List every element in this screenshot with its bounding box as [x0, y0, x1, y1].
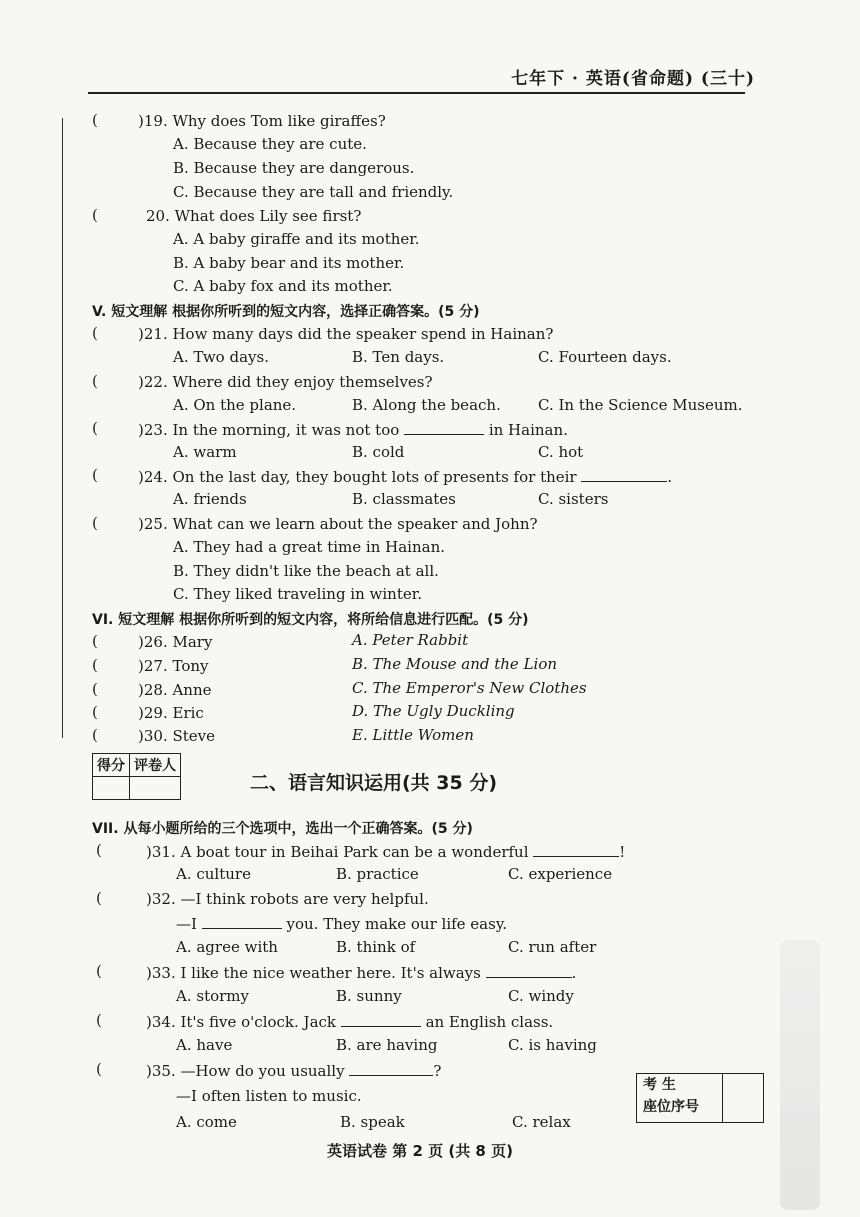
- question-33-text: )33. I like the nice weather here. It's always: [146, 964, 481, 982]
- question-35-text: )35. —How do you usually: [146, 1062, 345, 1080]
- match-right-e: E. Little Women: [352, 726, 474, 744]
- q35-option-a: A. come: [176, 1113, 237, 1131]
- question-32-reply-a: —I: [176, 915, 197, 933]
- part-2-title: 二、语言知识运用(共 35 分): [250, 772, 498, 794]
- q22-option-c: C. In the Science Museum.: [538, 396, 743, 414]
- match-left-30: )30. Steve: [138, 727, 216, 745]
- q34-option-b: B. are having: [336, 1036, 438, 1054]
- q24-option-a: A. friends: [173, 490, 247, 508]
- question-31-tail: !: [619, 843, 626, 861]
- answer-blank[interactable]: [533, 842, 619, 857]
- answer-blank[interactable]: [202, 914, 282, 929]
- match-left-27: )27. Tony: [138, 657, 209, 675]
- score-table: [92, 753, 181, 800]
- question-32-reply: [176, 914, 507, 933]
- answer-paren: (: [92, 703, 98, 721]
- match-left-29: )29. Eric: [138, 704, 204, 722]
- question-19: )19. Why does Tom like giraffes?: [138, 112, 386, 130]
- question-34-tail: an English class.: [425, 1013, 554, 1031]
- question-25: )25. What can we learn about the speaker and John?: [138, 515, 538, 533]
- q34-option-a: A. have: [176, 1036, 233, 1054]
- question-34-text: )34. It's five o'clock. Jack: [146, 1013, 336, 1031]
- question-33: [146, 963, 576, 982]
- answer-paren: (: [92, 324, 98, 342]
- q20-option-b: B. A baby bear and its mother.: [173, 254, 405, 272]
- question-23-text: )23. In the morning, it was not too: [138, 421, 400, 439]
- q21-option-a: A. Two days.: [173, 348, 269, 366]
- answer-paren: (: [96, 841, 102, 859]
- q32-option-c: C. run after: [508, 938, 597, 956]
- q19-option-b: B. Because they are dangerous.: [173, 159, 415, 177]
- score-cell[interactable]: [93, 777, 130, 800]
- q22-option-a: A. On the plane.: [173, 396, 297, 414]
- score-label: 得分: [93, 754, 130, 777]
- q34-option-c: C. is having: [508, 1036, 597, 1054]
- question-35-tail: ?: [433, 1062, 442, 1080]
- match-left-28: )28. Anne: [138, 681, 212, 699]
- margin-rule: [62, 118, 63, 738]
- q25-option-b: B. They didn't like the beach at all.: [173, 562, 439, 580]
- header-rule: [88, 92, 745, 94]
- seat-label-line2: 座位序号: [643, 1099, 699, 1115]
- grader-label: 评卷人: [130, 754, 181, 777]
- q33-option-b: B. sunny: [336, 987, 402, 1005]
- q35-option-c: C. relax: [512, 1113, 571, 1131]
- q19-option-c: C. Because they are tall and friendly.: [173, 183, 454, 201]
- question-35: [146, 1061, 441, 1080]
- match-right-b: B. The Mouse and the Lion: [352, 655, 558, 673]
- q32-option-b: B. think of: [336, 938, 416, 956]
- q20-option-c: C. A baby fox and its mother.: [173, 277, 393, 295]
- match-left-26: )26. Mary: [138, 633, 213, 651]
- page-header-title: 七年下 · 英语(省命题) (三十): [511, 69, 755, 89]
- q19-option-a: A. Because they are cute.: [173, 135, 367, 153]
- answer-blank[interactable]: [341, 1012, 421, 1027]
- answer-blank[interactable]: [349, 1061, 433, 1076]
- question-24-tail: .: [667, 468, 673, 486]
- q21-option-b: B. Ten days.: [352, 348, 445, 366]
- q33-option-a: A. stormy: [176, 987, 249, 1005]
- grader-cell[interactable]: [130, 777, 181, 800]
- question-24: [138, 467, 672, 486]
- q31-option-a: A. culture: [176, 865, 251, 883]
- q23-option-b: B. cold: [352, 443, 405, 461]
- answer-paren: (: [92, 632, 98, 650]
- question-20: 20. What does Lily see first?: [146, 207, 362, 225]
- question-21: )21. How many days did the speaker spend in Hainan?: [138, 325, 554, 343]
- answer-blank[interactable]: [404, 420, 484, 435]
- question-23-tail: in Hainan.: [488, 421, 568, 439]
- answer-paren: (: [92, 111, 98, 129]
- answer-paren: (: [96, 889, 102, 907]
- page-footer: 英语试卷 第 2 页 (共 8 页): [327, 1142, 513, 1160]
- answer-paren: (: [92, 206, 98, 224]
- seat-number-box: [636, 1073, 764, 1123]
- q35-option-b: B. speak: [340, 1113, 405, 1131]
- watermark: [780, 940, 820, 1210]
- seat-label-line1: 考 生: [643, 1077, 676, 1093]
- q24-option-c: C. sisters: [538, 490, 609, 508]
- answer-paren: (: [92, 656, 98, 674]
- question-32: )32. —I think robots are very helpful.: [146, 890, 429, 908]
- q25-option-a: A. They had a great time in Hainan.: [173, 538, 445, 556]
- answer-paren: (: [96, 1060, 102, 1078]
- answer-blank[interactable]: [486, 963, 572, 978]
- match-right-a: A. Peter Rabbit: [352, 631, 469, 649]
- seat-number-label: [637, 1074, 723, 1122]
- q25-option-c: C. They liked traveling in winter.: [173, 585, 423, 603]
- question-35-reply: —I often listen to music.: [176, 1087, 362, 1105]
- q23-option-c: C. hot: [538, 443, 584, 461]
- q31-option-b: B. practice: [336, 865, 419, 883]
- q33-option-c: C. windy: [508, 987, 574, 1005]
- answer-paren: (: [92, 419, 98, 437]
- q24-option-b: B. classmates: [352, 490, 456, 508]
- q22-option-b: B. Along the beach.: [352, 396, 501, 414]
- q21-option-c: C. Fourteen days.: [538, 348, 672, 366]
- q20-option-a: A. A baby giraffe and its mother.: [173, 230, 420, 248]
- answer-paren: (: [92, 514, 98, 532]
- section-6-heading: VI. 短文理解 根据你所听到的短文内容，将所给信息进行匹配。(5 分): [92, 612, 529, 628]
- q32-option-a: A. agree with: [176, 938, 278, 956]
- match-right-d: D. The Ugly Duckling: [352, 702, 515, 720]
- answer-paren: (: [92, 466, 98, 484]
- question-22: )22. Where did they enjoy themselves?: [138, 373, 433, 391]
- answer-paren: (: [92, 680, 98, 698]
- seat-number-cell[interactable]: [723, 1074, 763, 1122]
- section-7-heading: VII. 从每小题所给的三个选项中，选出一个正确答案。(5 分): [92, 821, 473, 837]
- question-31-text: )31. A boat tour in Beihai Park can be a wonderful: [146, 843, 529, 861]
- answer-paren: (: [92, 372, 98, 390]
- q23-option-a: A. warm: [173, 443, 237, 461]
- answer-blank[interactable]: [581, 467, 667, 482]
- question-34: [146, 1012, 553, 1031]
- question-23: [138, 420, 568, 439]
- q31-option-c: C. experience: [508, 865, 613, 883]
- answer-paren: (: [96, 1011, 102, 1029]
- question-31: [146, 842, 625, 861]
- section-5-heading: V. 短文理解 根据你所听到的短文内容，选择正确答案。(5 分): [92, 304, 480, 320]
- answer-paren: (: [92, 726, 98, 744]
- question-32-reply-b: you. They make our life easy.: [286, 915, 508, 933]
- question-33-tail: .: [571, 964, 577, 982]
- question-24-text: )24. On the last day, they bought lots of presents for their: [138, 468, 577, 486]
- answer-paren: (: [96, 962, 102, 980]
- match-right-c: C. The Emperor's New Clothes: [352, 679, 587, 697]
